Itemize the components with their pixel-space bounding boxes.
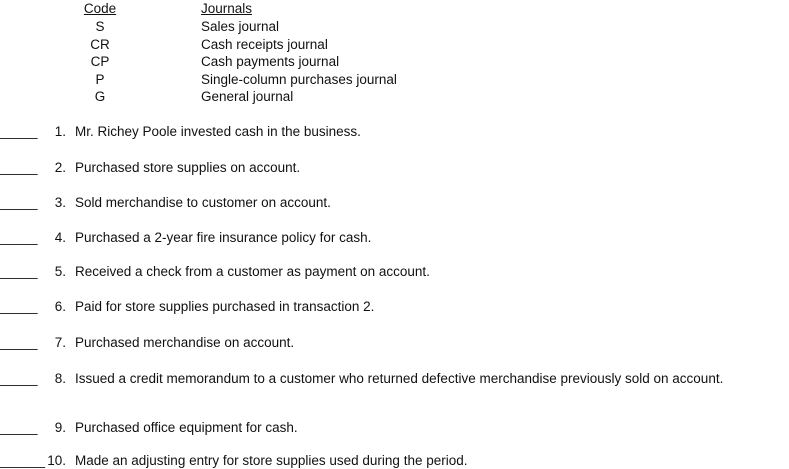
code-header: Code — [83, 1, 117, 16]
journal-name: Cash receipts journal — [201, 36, 328, 52]
answer-blank[interactable]: ______ — [0, 453, 46, 468]
journal-code: CR — [90, 36, 110, 52]
journal-name: General journal — [201, 89, 294, 104]
answer-blank[interactable]: _____ — [0, 124, 38, 139]
item-number: 6. — [54, 299, 66, 314]
item-number: 2. — [54, 160, 66, 175]
answer-blank[interactable]: _____ — [0, 420, 38, 435]
item-text: Purchased store supplies on account. — [75, 160, 301, 175]
item-number: 9. — [54, 420, 66, 435]
journal-code: CP — [90, 54, 110, 69]
item-number: 7. — [54, 335, 66, 350]
item-number: 4. — [54, 230, 66, 245]
journal-code: S — [95, 19, 105, 34]
item-number: 5. — [54, 264, 66, 279]
item-text: Received a check from a customer as payment on account. — [75, 264, 430, 279]
answer-blank[interactable]: _____ — [0, 335, 38, 350]
answer-blank[interactable]: _____ — [0, 299, 38, 314]
item-text: Issued a credit memorandum to a customer who returned defective merchandise previously sold on account. — [75, 371, 724, 386]
item-text: Paid for store supplies purchased in transaction 2. — [75, 299, 375, 314]
item-text: Sold merchandise to customer on account. — [75, 195, 331, 210]
item-text: Purchased office equipment for cash. — [75, 420, 298, 435]
answer-blank[interactable]: _____ — [0, 160, 38, 175]
item-number: 10. — [47, 453, 66, 468]
answer-blank[interactable]: _____ — [0, 264, 38, 279]
item-text: Made an adjusting entry for store supplies used during the period. — [75, 453, 468, 468]
journal-code: G — [94, 89, 106, 104]
journal-name: Single-column purchases journal — [201, 71, 397, 87]
journal-name: Cash payments journal — [201, 54, 340, 69]
item-number: 1. — [54, 124, 66, 139]
answer-blank[interactable]: _____ — [0, 195, 38, 210]
item-text: Purchased merchandise on account. — [75, 335, 295, 350]
answer-blank[interactable]: _____ — [0, 371, 38, 386]
item-number: 8. — [54, 371, 66, 386]
item-text: Mr. Richey Poole invested cash in the business. — [75, 124, 361, 139]
journal-name: Sales journal — [201, 19, 280, 34]
journals-header: Journals — [201, 1, 253, 16]
journal-code: P — [95, 71, 105, 87]
answer-blank[interactable]: _____ — [0, 230, 38, 245]
item-text: Purchased a 2-year fire insurance policy for cash. — [75, 230, 372, 245]
item-number: 3. — [54, 195, 66, 210]
